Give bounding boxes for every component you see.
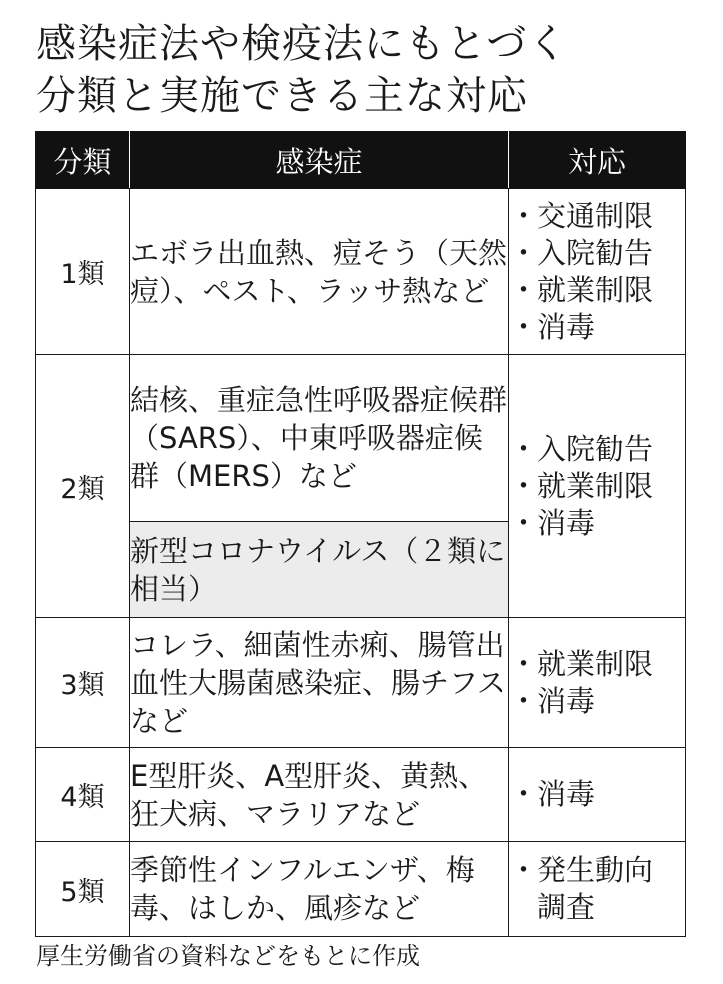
disease-cell-highlight: 新型コロナウイルス（２類に相当） — [130, 522, 509, 618]
source-note: 厚生労働省の資料などをもとに作成 — [36, 942, 420, 970]
header-response: 対応 — [509, 132, 686, 189]
response-item: ・ 消毒 — [509, 309, 685, 346]
response-item: ・ 入院勧告 — [509, 431, 685, 468]
category-cell: 3類 — [36, 618, 130, 748]
category-cell: 2類 — [36, 355, 130, 618]
response-item: ・ 発生動向調査 — [509, 852, 657, 926]
table-header-row — [36, 132, 686, 189]
title-line-2: 分類と実施できる主な対応 — [36, 73, 528, 119]
table-row — [36, 748, 686, 842]
disease-cell: 結核、重症急性呼吸器症候群（SARS）、中東呼吸器症候群（MERS）など — [130, 355, 509, 522]
response-list — [509, 776, 685, 813]
title-line-1: 感染症法や検疫法にもとづく — [36, 21, 569, 67]
response-item: ・ 交通制限 — [509, 198, 685, 235]
response-item: ・ 消毒 — [509, 505, 685, 542]
category-cell: 5類 — [36, 842, 130, 937]
disease-cell: 季節性インフルエンザ、梅毒、はしか、風疹など — [130, 842, 509, 937]
disease-cell: エボラ出血熱、痘そう（天然痘）、ペスト、ラッサ熱など — [130, 189, 509, 355]
response-cell — [509, 842, 686, 937]
table-row — [36, 189, 686, 355]
response-list — [509, 646, 685, 720]
response-item: ・ 消毒 — [509, 683, 685, 720]
header-category: 分類 — [36, 132, 130, 189]
table-row — [36, 842, 686, 937]
response-list — [509, 852, 685, 926]
response-item: ・ 就業制限 — [509, 646, 685, 683]
disease-cell: コレラ、細菌性赤痢、腸管出血性大腸菌感染症、腸チフスなど — [130, 618, 509, 748]
table-row — [36, 355, 686, 522]
response-cell — [509, 618, 686, 748]
classification-table — [35, 131, 686, 937]
category-cell: 1類 — [36, 189, 130, 355]
response-item: ・ 就業制限 — [509, 468, 685, 505]
response-item: ・ 就業制限 — [509, 272, 685, 309]
header-disease: 感染症 — [130, 132, 509, 189]
response-cell — [509, 748, 686, 842]
response-cell — [509, 189, 686, 355]
page-title — [36, 18, 706, 122]
response-list — [509, 431, 685, 542]
disease-cell: E型肝炎、A型肝炎、黄熱、狂犬病、マラリアなど — [130, 748, 509, 842]
table-row — [36, 618, 686, 748]
response-item: ・ 消毒 — [509, 776, 685, 813]
response-list — [509, 198, 685, 346]
category-cell: 4類 — [36, 748, 130, 842]
response-cell — [509, 355, 686, 618]
response-item: ・ 入院勧告 — [509, 235, 685, 272]
